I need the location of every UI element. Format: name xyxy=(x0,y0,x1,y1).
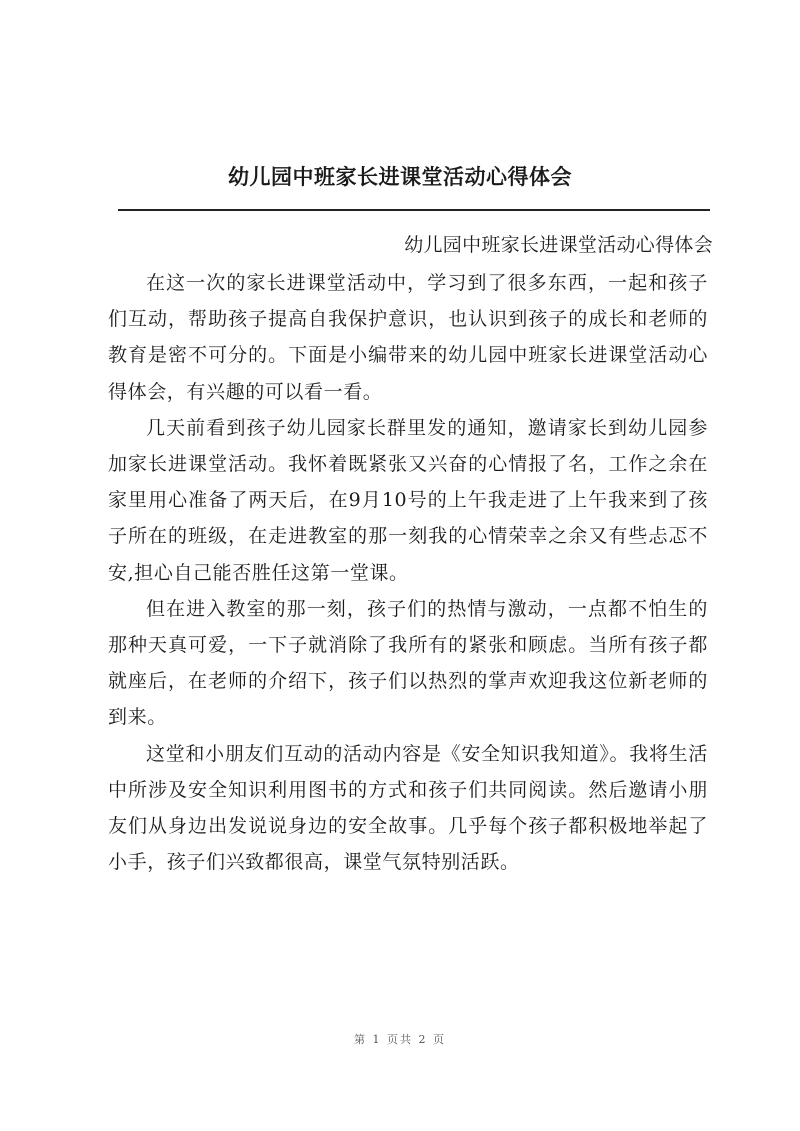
page-title: 幼儿园中班家长进课堂活动心得体会 xyxy=(228,164,572,189)
document-subtitle: 幼儿园中班家长进课堂活动心得体会 xyxy=(404,234,713,256)
paragraph-activity: 这堂和小朋友们互动的活动内容是《安全知识我知道》。我将生活中所涉及安全知识利用图书的方式和孩子们共同阅读。然后邀请小朋友们从身边出发说说身边的安全故事。几乎每个孩子都积极地举起了小手，孩子们兴致都很高，课堂气氛特别活跃。 xyxy=(108,742,708,874)
title-divider xyxy=(118,209,710,211)
page-footer: 第 1 页共 2 页 xyxy=(354,1033,446,1046)
paragraph-intro: 在这一次的家长进课堂活动中，学习到了很多东西，一起和孩子们互动，帮助孩子提高自我保护意识，也认识到孩子的成长和老师的教育是密不可分的。下面是小编带来的幼儿园中班家长进课堂活动心得体会，有兴趣的可以看一看。 xyxy=(108,272,708,403)
paragraph-classroom: 但在进入教室的那一刻，孩子们的热情与激动，一点都不怕生的那种天真可爱，一下子就消除了我所有的紧张和顾虑。当所有孩子都就座后，在老师的介绍下，孩子们以热烈的掌声欢迎我这位新老师的到来。 xyxy=(108,597,708,729)
paragraph-notice: 几天前看到孩子幼儿园家长群里发的通知，邀请家长到幼儿园参加家长进课堂活动。我怀着既紧张又兴奋的心情报了名，工作之余在家里用心准备了两天后，在9月10号的上午我走进了上午我来到了孩子所在的班级，在走进教室的那一刻我的心情荣幸之余又有些忐忑不安,担心自己能否胜任这第一堂课。 xyxy=(108,416,708,584)
document-body xyxy=(108,265,708,880)
